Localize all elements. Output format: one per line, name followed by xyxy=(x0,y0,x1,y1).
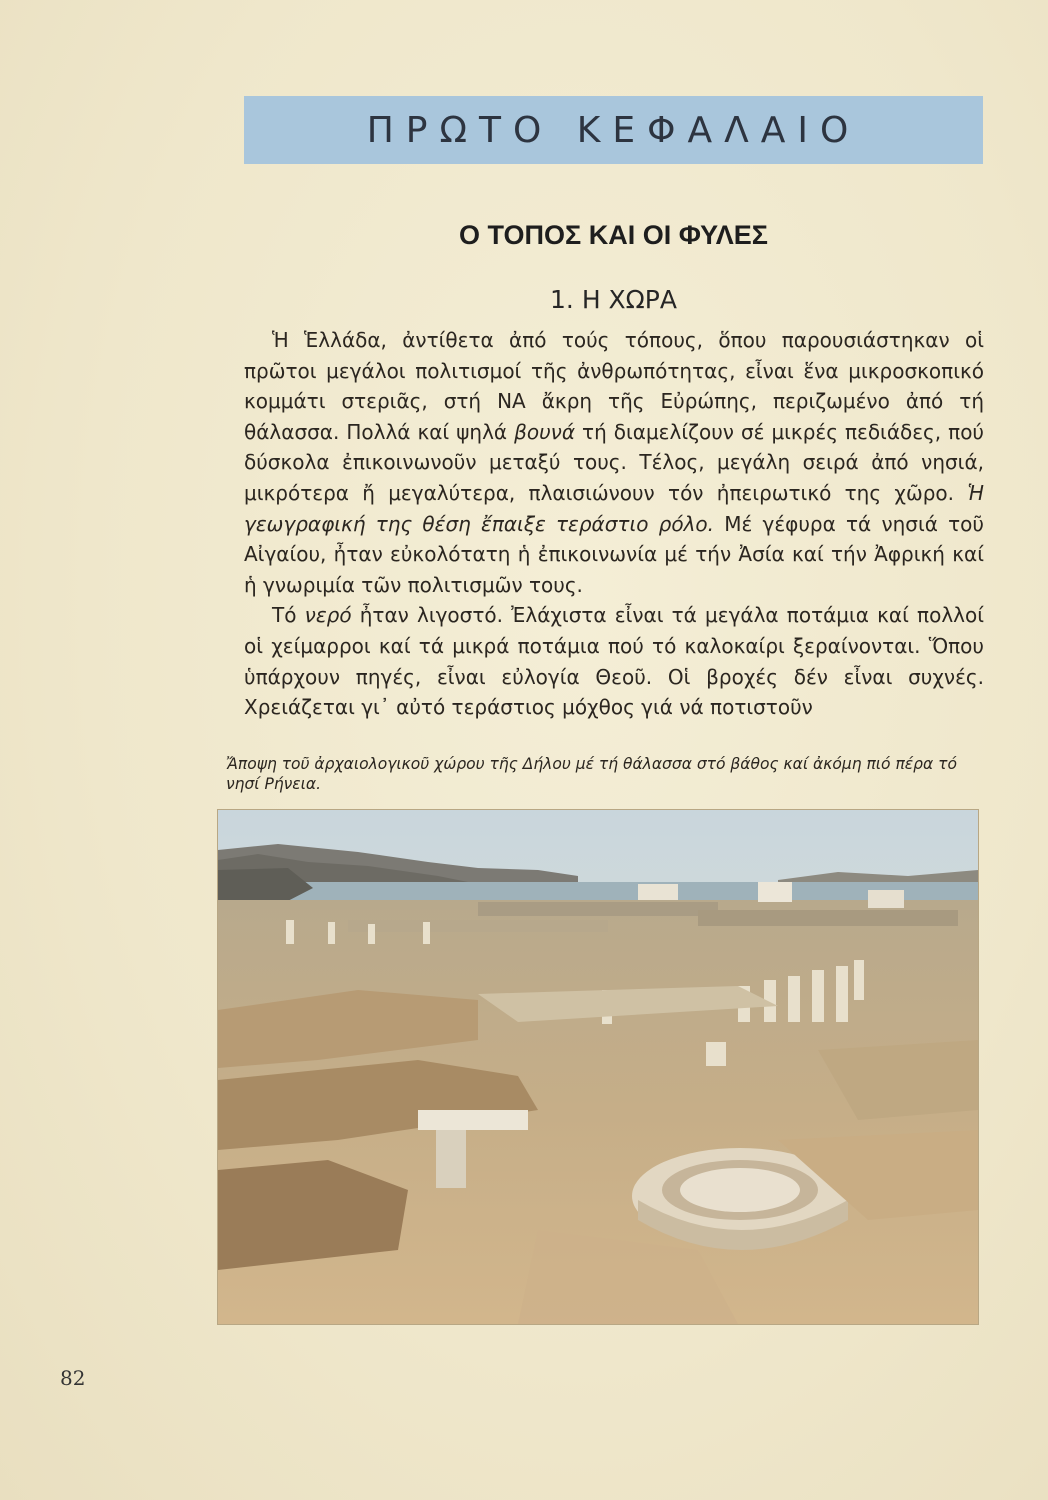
figure-caption: Ἄποψη τοῦ ἀρχαιολογικοῦ χώρου τῆς Δήλου μέ τή θάλασσα στό βάθος καί ἀκόμη πιό πέρα τό νησί Ρήνεια. xyxy=(226,755,957,793)
subsection-title: 1. Η ΧΩΡΑ xyxy=(550,285,677,314)
section-title: Ο ΤΟΠΟΣ ΚΑΙ ΟΙ ΦΥΛΕΣ xyxy=(459,220,768,250)
body-text xyxy=(244,325,984,723)
chapter-heading: ΠΡΩΤΟ ΚΕΦΑΛΑΙΟ xyxy=(244,96,983,164)
page-number: 82 xyxy=(60,1366,86,1390)
delos-photo xyxy=(217,809,979,1325)
paragraph-1: Ἡ Ἑλλάδα, ἀντίθετα ἀπό τούς τόπους, ὅπου παρουσιάστηκαν οἱ πρῶτοι μεγάλοι πολιτισμοί τῆς ἀνθρωπότητας, εἶναι ἕνα μικροσκοπικό κομμάτι στεριᾶς, στή ΝΑ ἄκρη τῆς Εὐρώπης, περιζωμένο ἀπό τή θάλασσα. Πολλά καί ψηλά βουνά τή διαμελίζουν σέ μικρές πεδιάδες, πού δύσκολα ἐπικοινωνοῦν μεταξύ τους. Τέλος, μεγάλη σειρά ἀπό νησιά, μικρότερα ἤ μεγαλύτερα, πλαισιώνουν τόν ἠπειρωτικό της χῶρο. Ἡ γεωγραφική της θέση ἔπαιξε τεράστιο ρόλο. Μέ γέφυρα τά νησιά τοῦ Αἰγαίου, ἦταν εὐκολότατη ἡ ἐπικοινωνία μέ τήν Ἀσία καί τήν Ἀφρική καί ἡ γνωριμία τῶν πολιτισμῶν τους. xyxy=(244,328,984,597)
paragraph-2: Τό νερό ἦταν λιγοστό. Ἐλάχιστα εἶναι τά μεγάλα ποτάμια καί πολλοί οἱ χείμαρροι καί τά μικρά ποτάμια πού τό καλοκαίρι ξεραίνονται. Ὅπου ὑπάρχουν πηγές, εἶναι εὐλογία Θεοῦ. Οἱ βροχές δέν εἶναι συχνές. Χρειάζεται γι᾿ αὐτό τεράστιος μόχθος γιά νά ποτιστοῦν xyxy=(244,603,985,720)
delos-ruins-illustration xyxy=(218,810,978,1324)
